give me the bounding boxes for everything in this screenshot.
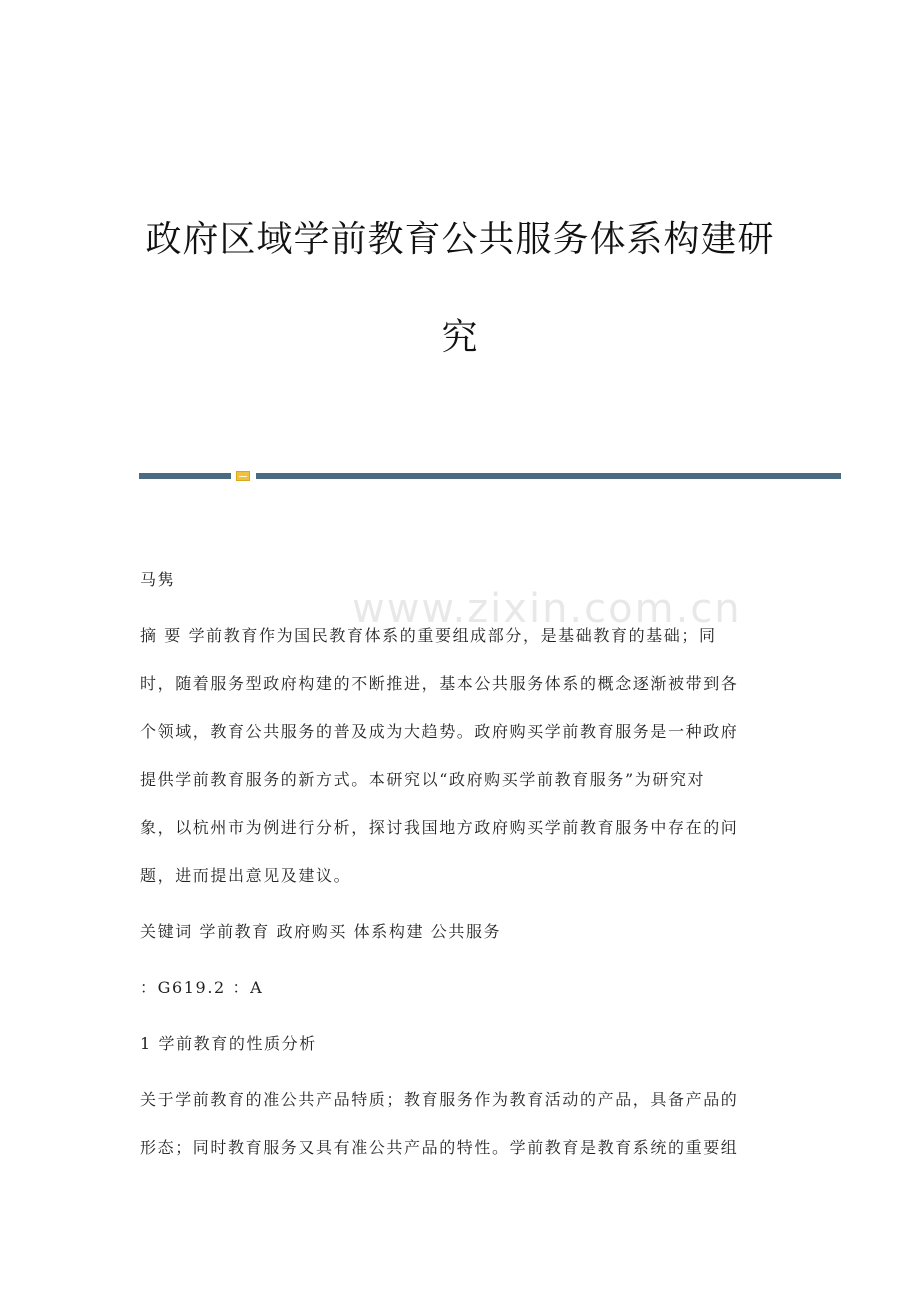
abstract-line: 摘 要 学前教育作为国民教育体系的重要组成部分，是基础教育的基础；同: [140, 626, 717, 645]
section-heading: 1 学前教育的性质分析: [140, 1034, 317, 1053]
abstract-line: 题，进而提出意见及建议。: [140, 866, 352, 885]
abstract-line: 时，随着服务型政府构建的不断推进，基本公共服务体系的概念逐渐被带到各: [140, 674, 739, 693]
title-divider: [139, 471, 841, 481]
body-line: 关于学前教育的准公共产品特质；教育服务作为教育活动的产品，具备产品的: [140, 1090, 739, 1109]
divider-marker-icon: [236, 471, 250, 481]
abstract-line: 象，以杭州市为例进行分析，探讨我国地方政府购买学前教育服务中存在的问: [140, 818, 739, 837]
abstract-line: 个领域，教育公共服务的普及成为大趋势。政府购买学前教育服务是一种政府: [140, 722, 739, 741]
keywords: 关键词 学前教育 政府购买 体系构建 公共服务: [140, 922, 502, 941]
classification: ：G619.2 ：A: [140, 978, 264, 997]
author: 马隽: [140, 570, 176, 589]
divider-bar-left: [139, 473, 231, 479]
abstract-line: 提供学前教育服务的新方式。本研究以“政府购买学前教育服务”为研究对: [140, 770, 706, 789]
watermark: www.zixin.com.cn: [352, 586, 742, 632]
title-line-2: 究: [441, 317, 479, 358]
divider-bar-right: [256, 473, 841, 479]
title-line-1: 政府区域学前教育公共服务体系构建研: [145, 219, 775, 260]
body-line: 形态；同时教育服务又具有准公共产品的特性。学前教育是教育系统的重要组: [140, 1138, 739, 1157]
